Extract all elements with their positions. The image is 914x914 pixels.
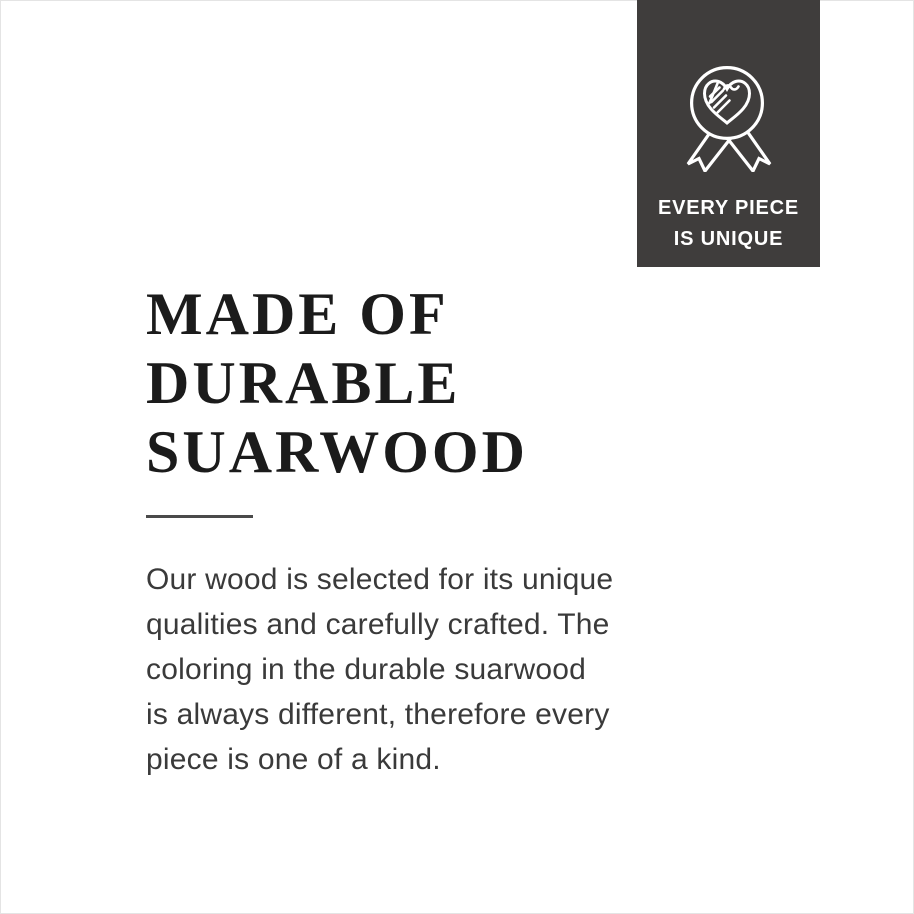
body-copy-line: Our wood is selected for its unique [146, 563, 614, 596]
body-copy-line: piece is one of a kind. [146, 743, 441, 776]
body-copy-line: is always different, therefore every [146, 698, 610, 731]
page-title [146, 280, 528, 487]
body-copy-line: coloring in the durable suarwood [146, 653, 587, 686]
badge-caption-line: IS UNIQUE [673, 228, 784, 250]
heading-divider-rule [146, 515, 253, 518]
page-title-line: SUARWOOD [146, 419, 528, 485]
body-copy-line: qualities and carefully crafted. The [146, 608, 610, 641]
body-copy [146, 557, 613, 782]
badge-caption [637, 193, 820, 255]
badge-caption-line: EVERY PIECE [657, 197, 800, 219]
page-title-line: MADE OF [146, 281, 449, 347]
unique-badge [637, 0, 820, 267]
heart-in-hand-medal-ribbon-icon [676, 66, 782, 172]
page-title-line: DURABLE [146, 350, 461, 416]
